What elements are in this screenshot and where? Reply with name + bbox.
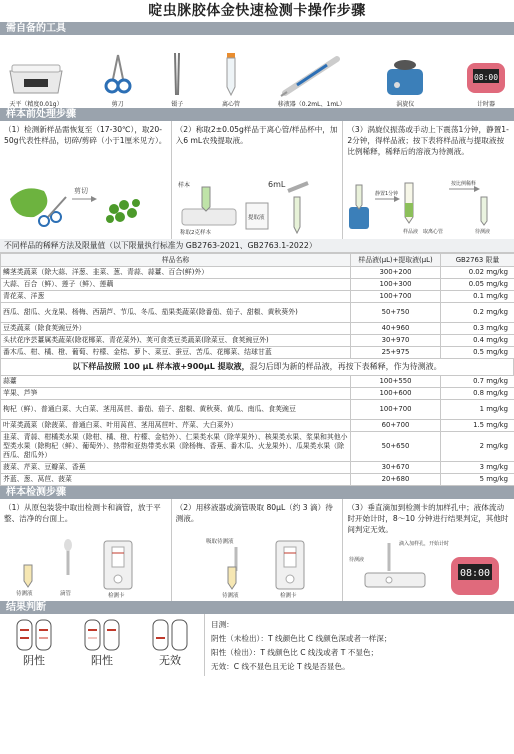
limit-cell: 0.3 mg/kg xyxy=(441,323,514,335)
vortex-illustration xyxy=(347,177,507,237)
scissors-icon xyxy=(103,51,133,97)
sample-name-cell: 青花菜、洋葱 xyxy=(1,291,351,303)
note-bold: 以下样品按照 100 μL 样本液+900μL 提取液， xyxy=(72,362,250,371)
sample-name-cell: 鳞茎类蔬菜（除大蒜、洋葱、韭菜、葱、青蒜、蒜薹、百合(鲜)外） xyxy=(1,267,351,279)
ratio-cell: 30+970 xyxy=(351,335,441,347)
positive-strips-icon xyxy=(83,618,121,652)
pipetting-illustration xyxy=(176,535,336,599)
col-sample-name: 样品名称 xyxy=(1,254,351,267)
tool-pipette: 移液器（0.2mL、1mL） xyxy=(277,51,347,108)
limit-cell: 2 mg/kg xyxy=(441,432,514,462)
sample-name-cell: 豆类蔬菜（除食荚豌豆外） xyxy=(1,323,351,335)
drop-start-label: 滴入加样孔，开始计时 xyxy=(399,541,450,547)
limit-cell: 0.1 mg/kg xyxy=(441,291,514,303)
tool-tweezers: 镊子 xyxy=(169,51,185,108)
table-row xyxy=(1,279,514,291)
detect-step-3: （3）垂直滴加到检测卡的加样孔中；液体流动时开始计时，8～10 分钟进行结果判定，其他时间判定无效。 滴入加样孔，开始计时 待测液 08:00 xyxy=(343,499,514,601)
tool-scissors: 剪刀 xyxy=(103,51,133,108)
table-row xyxy=(1,323,514,335)
tweezers-icon xyxy=(169,51,185,97)
result-criteria xyxy=(205,614,514,676)
dilution-note xyxy=(0,359,514,375)
ratio-cell: 60+700 xyxy=(351,420,441,432)
pretreat-step-1: （1）检测新样品需恢复至（17-30℃），取20-50g代表性样品，切碎/剪碎（小于1厘米见方）。 剪切 xyxy=(0,121,172,239)
svg-text:08:00: 08:00 xyxy=(473,73,498,82)
tool-timer: 08:00 计时器 xyxy=(464,51,508,108)
wait-label: 静置1分钟 xyxy=(375,191,399,197)
table-row xyxy=(1,303,514,323)
result-positive: 阳性 xyxy=(83,618,121,668)
limit-cell: 0.5 mg/kg xyxy=(441,347,514,359)
sample-name-cell: 枸杞（鲜）、普通白菜、大白菜、茎用莴苣、番茄、茄子、甜椒、黄秋葵、黄瓜、南瓜、食荚豌豆 xyxy=(1,400,351,420)
ratio-cell: 100+700 xyxy=(351,400,441,420)
draw-liquid-label: 吸取待测液 xyxy=(205,539,234,545)
negative-strips-icon xyxy=(15,618,53,652)
volume-label: 6mL xyxy=(267,180,286,189)
sample-name-cell: 西瓜、甜瓜、火龙果、杨梅、西葫芦、节瓜、冬瓜、茄果类蔬菜(除番茄、茄子、甜椒、黄秋葵外) xyxy=(1,303,351,323)
sample-name-cell: 苹果、芦笋 xyxy=(1,388,351,400)
ratio-cell: 100+600 xyxy=(351,388,441,400)
table-header-row xyxy=(1,254,514,267)
table-row xyxy=(1,291,514,303)
limit-cell: 0.7 mg/kg xyxy=(441,376,514,388)
drop-and-time-illustration xyxy=(347,535,507,599)
limit-cell: 0.02 mg/kg xyxy=(441,267,514,279)
invalid-strips-icon xyxy=(151,618,189,652)
centrifuge-tube-icon xyxy=(223,51,239,97)
pretreat-step-2: （2）称取2±0.05g样品于离心管/样品杯中，加入6 mL农残提取液。 样本 称取2克样本 6mL 提取液 xyxy=(172,121,344,239)
ratio-cell: 100+300 xyxy=(351,279,441,291)
limit-cell: 0.8 mg/kg xyxy=(441,388,514,400)
dilute-label: 按比例稀释 xyxy=(451,181,477,187)
ratio-cell: 40+960 xyxy=(351,323,441,335)
sample-name-cell: 韭菜、青蒜、柑橘类水果（除柑、橘、橙、柠檬、金桔外）、仁果类水果（除苹果外）、核果类水果、浆果和其他小型类水果（除枸杞（鲜）、葡萄外）、热带和亚热带类水果（除杨梅、香蕉、番木瓜、火龙果外）、瓜果类水果（除西瓜、甜瓜外） xyxy=(1,432,351,462)
limit-cell: 1 mg/kg xyxy=(441,400,514,420)
sample-name-cell: 蒜薹 xyxy=(1,376,351,388)
cutting-illustration xyxy=(4,177,164,237)
detect-step-2: （2）用移液器或滴管吸取 80μL（约 3 滴）待测液。 吸取待测液 待测液 检测卡 xyxy=(172,499,344,601)
table-row xyxy=(1,462,514,474)
criteria-positive: 阳性（检出）：T 线颜色比 C 线浅或者 T 不显色； xyxy=(211,648,379,657)
timer-display: 08:00 xyxy=(460,568,491,579)
sample-name-cell: 菠菜、芹菜、豆瓣菜、香蕉 xyxy=(1,462,351,474)
extract-label: 提取液 xyxy=(247,215,265,221)
test-liquid-label: 待测液 xyxy=(16,591,33,597)
col-ratio: 样品液(μL)+提取液(μL) xyxy=(351,254,441,267)
ratio-cell: 30+670 xyxy=(351,462,441,474)
result-negative: 阴性 xyxy=(15,618,53,668)
ratio-cell: 20+680 xyxy=(351,474,441,486)
table-row xyxy=(1,335,514,347)
ratio-cell: 300+200 xyxy=(351,267,441,279)
table-row xyxy=(1,347,514,359)
take-tube-label: 取离心管 xyxy=(423,229,444,235)
table-row xyxy=(1,376,514,388)
sample-name-cell: 大蒜、百合（鲜）、莲子（鲜）、莲藕 xyxy=(1,279,351,291)
ratio-cell: 100+700 xyxy=(351,291,441,303)
note-rest: 混匀后即为新的样品液，再按下表稀释，作为待测液。 xyxy=(249,362,442,371)
table-row xyxy=(1,267,514,279)
pipette-icon xyxy=(277,51,347,97)
dropper-label: 滴管 xyxy=(60,591,72,597)
section-tools-header: 需自备的工具 xyxy=(0,22,514,35)
limit-cell: 0.4 mg/kg xyxy=(441,335,514,347)
result-cards xyxy=(0,614,205,676)
sample-name-cell: 芥蓝、葱、莴苣、菠菜 xyxy=(1,474,351,486)
ratio-cell: 50+750 xyxy=(351,303,441,323)
limit-cell: 1.5 mg/kg xyxy=(441,420,514,432)
test-liquid-label-2: 待测液 xyxy=(221,593,239,599)
sample-name-cell: 叶菜类蔬菜（除菠菜、普通白菜、叶用莴苣、茎用莴苣叶、芹菜、大白菜外） xyxy=(1,420,351,432)
section-result-header: 结果判断 xyxy=(0,601,514,614)
sample-liquid-label: 样品液 xyxy=(403,229,419,235)
timer-icon xyxy=(464,51,508,97)
table-row xyxy=(1,400,514,420)
table-row xyxy=(1,388,514,400)
weighing-illustration xyxy=(176,177,336,237)
criteria-negative: 阴性（未检出）：T 线颜色比 C 线颜色深或者一样深； xyxy=(211,634,392,643)
col-limit: GB2763 限量 xyxy=(441,254,514,267)
ratio-cell: 100+550 xyxy=(351,376,441,388)
cut-label: 剪切 xyxy=(74,187,88,195)
criteria-invalid: 无效：C 线不显色且无论 T 线是否显色。 xyxy=(211,662,350,671)
card-label: 检测卡 xyxy=(108,593,125,599)
test-liquid-label-3: 待测液 xyxy=(349,557,365,563)
result-invalid: 无效 xyxy=(151,618,189,668)
tools-row xyxy=(0,35,514,108)
scale-icon xyxy=(6,51,66,97)
limit-cell: 0.05 mg/kg xyxy=(441,279,514,291)
limit-cell: 3 mg/kg xyxy=(441,462,514,474)
limit-cell: 0.2 mg/kg xyxy=(441,303,514,323)
table-row xyxy=(1,420,514,432)
card-dropper-illustration xyxy=(4,535,164,599)
result-panel xyxy=(0,614,514,676)
test-liquid-label: 待测液 xyxy=(475,229,491,235)
dilution-table-b xyxy=(0,375,514,486)
detect-steps xyxy=(0,499,514,601)
sample-name-cell: 头状花序芸薹属类蔬菜(除花椰菜、青花菜外)、荚可食类豆类蔬菜(除菜豆、食荚豌豆外) xyxy=(1,335,351,347)
card-label-2: 检测卡 xyxy=(279,593,297,599)
weigh-label: 称取2克样本 xyxy=(179,230,211,236)
pretreat-step-3: （3）涡旋仪振荡或手动上下震荡1分钟，静置1-2分钟，得样品液；按下表将样品液与提取液按比例稀释，稀释后的溶液为待测液。 静置1分钟 样品液 取离心管 按比例稀释 待测液 xyxy=(347,125,509,235)
sample-label: 样本 xyxy=(177,182,190,189)
pretreat-steps xyxy=(0,121,514,239)
dilution-heading: 不同样品的稀释方法及限量值（以下限量执行标准为 GB2763-2021、GB2763.1-2022） xyxy=(0,239,514,253)
ratio-cell: 25+975 xyxy=(351,347,441,359)
table-row xyxy=(1,432,514,462)
dilution-table-a xyxy=(0,253,514,359)
sample-name-cell: 番木瓜、柑、橘、橙、葡萄、柠檬、金桔、萝卜、菜豆、蚕豆、苦瓜、花椰菜、结球甘蓝 xyxy=(1,347,351,359)
tool-scale: 天平（精度0.01g） xyxy=(6,51,66,108)
detect-step-1: （1）从原包装袋中取出检测卡和滴管，放于平整、洁净的台面上。 待测液 滴管 检测卡 xyxy=(0,499,172,601)
section-detect-header: 样本检测步骤 xyxy=(0,486,514,499)
tool-vortex: 涡旋仪 xyxy=(383,51,427,108)
section-pretreat-header: 样本前处理步骤 xyxy=(0,108,514,121)
limit-cell: 5 mg/kg xyxy=(441,474,514,486)
ratio-cell: 50+650 xyxy=(351,432,441,462)
vortex-mixer-icon xyxy=(383,51,427,97)
page-title: 啶虫脒胶体金快速检测卡操作步骤 xyxy=(148,3,366,19)
criteria-heading: 目测： xyxy=(211,620,234,629)
table-row xyxy=(1,474,514,486)
tool-centrifuge-tube: 离心管 xyxy=(222,51,240,108)
